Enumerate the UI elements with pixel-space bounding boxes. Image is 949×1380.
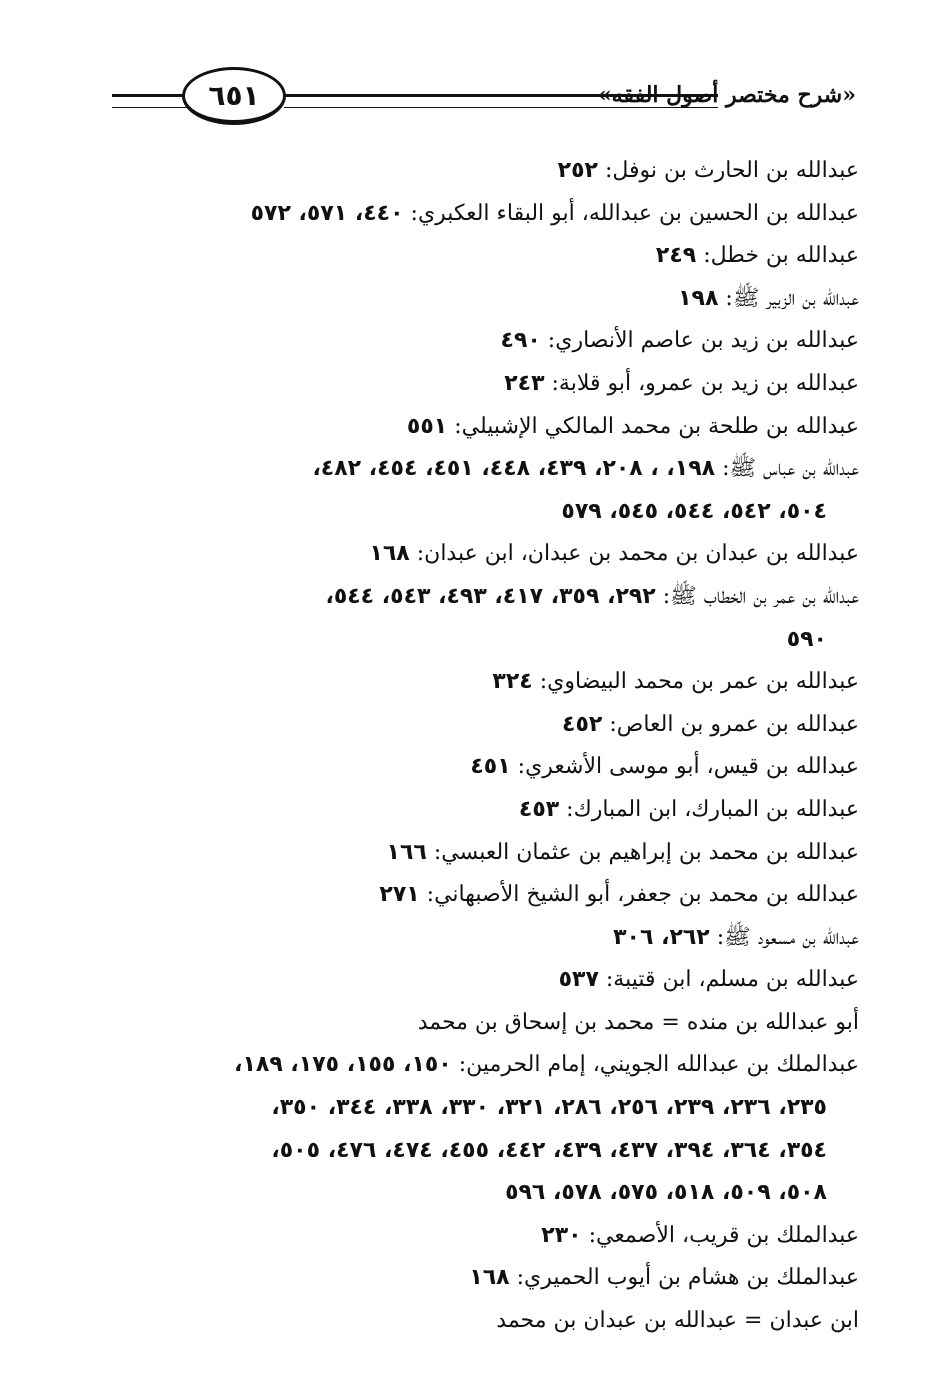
entry-pages: ١٦٨ xyxy=(369,541,410,567)
entry-name: عبدالله بن قيس، أبو موسى الأشعري xyxy=(525,754,859,780)
book-title: «شرح مختصر أصول الفقه» xyxy=(597,82,856,108)
entry-separator: : xyxy=(544,370,559,396)
index-entry xyxy=(99,278,859,321)
entry-pages: ٤٥٣ xyxy=(518,796,560,822)
page-header xyxy=(108,58,856,148)
entry-separator: : xyxy=(532,669,548,695)
entry-separator: : xyxy=(598,967,614,993)
entry-pages: ٢٤٩ xyxy=(655,243,697,269)
index-entry xyxy=(99,661,859,704)
entry-name: عبدالله بن محمد بن جعفر، أبو الشيخ الأصبهاني xyxy=(434,882,859,908)
entry-name: عبدالملك بن هشام بن أيوب الحميري xyxy=(524,1265,859,1291)
index-entry xyxy=(99,832,859,875)
entry-separator: : xyxy=(709,924,725,950)
entry-name: عبدالله بن طلحة بن محمد المالكي الإشبيلي xyxy=(461,413,859,439)
entry-name: عبدالله بن المبارك، ابن المبارك xyxy=(573,796,859,822)
entry-pages: ٢٣٠ xyxy=(541,1222,582,1248)
entry-separator: : xyxy=(510,754,526,780)
entry-name: أبو عبدالله بن منده = محمد بن إسحاق بن محمد xyxy=(417,1009,859,1035)
entry-separator: : xyxy=(426,839,442,865)
entry-pages: ١٥٠، ١٥٥، ١٧٥، ١٨٩، xyxy=(234,1052,452,1078)
entry-pages: ٤٤٠، ٥٧١، ٥٧٢ xyxy=(250,200,404,226)
entry-separator: : xyxy=(581,1222,596,1248)
entry-pages: ٥٣٧ xyxy=(558,967,599,993)
index-entry xyxy=(99,448,859,491)
entry-separator: : xyxy=(409,541,425,567)
entry-separator: : xyxy=(718,285,733,311)
index-entry-continuation xyxy=(99,1172,859,1215)
index-entry xyxy=(99,1044,859,1087)
index-entry xyxy=(99,789,859,832)
entry-pages: ٢٧١ xyxy=(379,882,420,908)
index-entry xyxy=(99,959,859,1002)
index-entry xyxy=(99,1300,859,1343)
index-entry-continuation xyxy=(99,491,859,534)
entry-pages: ٤٩٠ xyxy=(500,328,541,354)
entry-separator: : xyxy=(451,1052,467,1078)
entry-pages: ٢٥٢ xyxy=(557,158,598,183)
index-entry xyxy=(99,704,859,747)
entry-pages: ٥٠٨، ٥٠٩، ٥١٨، ٥٧٥، ٥٧٨، ٥٩٦ xyxy=(505,1180,827,1206)
entry-name: عبدالله بن زيد بن عاصم الأنصاري xyxy=(555,328,859,354)
entry-name: ابن عبدان = عبدالله بن عبدان بن محمد xyxy=(496,1308,859,1334)
entry-separator: : xyxy=(559,796,574,822)
index-entry-continuation xyxy=(99,1087,859,1130)
entry-pages: ٥٩٠ xyxy=(786,626,827,652)
index-entry xyxy=(99,576,859,619)
entry-pages: ١٦٨ xyxy=(469,1265,510,1291)
index-entry xyxy=(99,406,859,449)
entry-pages: ١٦٦ xyxy=(386,839,427,865)
index-entry xyxy=(99,1002,859,1045)
entry-pages: ٢٣٥، ٢٣٦، ٢٣٩، ٢٥٦، ٢٨٦، ٣٢١، ٣٣٠، ٣٣٨، ٣٤٤، ٣٥٠، xyxy=(271,1095,827,1121)
entry-separator: : xyxy=(540,328,556,354)
entry-name: عبدالملك بن عبدالله الجويني، إمام الحرمين xyxy=(466,1052,859,1078)
index-entry xyxy=(99,193,859,236)
entry-pages: ١٩٨، ، ٢٠٨، ٤٣٩، ٤٤٨، ٤٥١، ٤٥٤، ٤٨٢، xyxy=(312,456,716,482)
entry-name: عبدالله بن زيد بن عمرو، أبو قلابة xyxy=(558,370,859,396)
entry-pages: ١٩٨ xyxy=(678,285,719,311)
entry-pages: ٥٠٤، ٥٤٢، ٥٤٤، ٥٤٥، ٥٧٩ xyxy=(561,498,827,524)
index-entry xyxy=(99,235,859,278)
entry-separator: : xyxy=(419,882,435,908)
index-entry xyxy=(99,874,859,917)
index-entry xyxy=(99,150,859,193)
entry-pages: ٢٩٢، ٣٥٩، ٤١٧، ٤٩٣، ٥٤٣، ٥٤٤، xyxy=(325,583,656,609)
entry-name: عبدالملك بن قريب، الأصمعي xyxy=(595,1222,859,1248)
index-entry xyxy=(99,363,859,406)
index-entry-continuation xyxy=(99,1130,859,1173)
page-number: ٦٥١ xyxy=(182,67,286,125)
index-entry xyxy=(99,320,859,363)
entry-separator: : xyxy=(509,1265,525,1291)
entry-pages: ٤٥١ xyxy=(470,754,511,780)
entry-name: عبدالله بن الحسين بن عبدالله، أبو البقاء العكبري xyxy=(417,200,859,226)
entry-name: عبدالله بن الحارث بن نوفل xyxy=(612,158,859,183)
entry-separator: : xyxy=(447,413,462,439)
entry-pages: ٢٤٣ xyxy=(504,370,545,396)
entry-separator: : xyxy=(403,200,418,226)
entry-name: عبدالله بن الزبير ﷺ xyxy=(732,285,859,311)
entry-name: عبدالله بن مسلم، ابن قتيبة xyxy=(613,967,859,993)
entry-separator: : xyxy=(597,158,613,183)
index-entry xyxy=(99,746,859,789)
entry-name: عبدالله بن عمر بن الخطاب ﷺ xyxy=(670,583,859,609)
index-entries xyxy=(99,150,859,1343)
entry-pages: ٤٥٢ xyxy=(562,711,603,737)
entry-pages: ٥٥١ xyxy=(406,413,448,439)
header-rule-left xyxy=(112,94,190,108)
entry-separator: : xyxy=(715,456,730,482)
entry-separator: : xyxy=(602,711,617,737)
index-entry xyxy=(99,1215,859,1258)
entry-pages: ٢٦٢، ٣٠٦ xyxy=(613,924,710,950)
index-entry-continuation xyxy=(99,619,859,662)
entry-name: عبدالله بن مسعود ﷺ xyxy=(724,924,859,950)
entry-name: عبدالله بن محمد بن إبراهيم بن عثمان العبسي xyxy=(441,839,859,865)
entry-pages: ٣٢٤ xyxy=(492,669,533,695)
index-entry xyxy=(99,533,859,576)
entry-name: عبدالله بن خطل xyxy=(710,243,859,269)
entry-name: عبدالله بن عبدان بن محمد بن عبدان، ابن عبدان xyxy=(424,541,859,567)
entry-separator: : xyxy=(655,583,671,609)
entry-name: عبدالله بن عباس ﷺ xyxy=(729,456,859,482)
entry-separator: : xyxy=(696,243,711,269)
index-entry xyxy=(99,917,859,960)
index-entry xyxy=(99,1257,859,1300)
entry-name: عبدالله بن عمر بن محمد البيضاوي xyxy=(547,669,859,695)
entry-name: عبدالله بن عمرو بن العاص xyxy=(616,711,859,737)
entry-pages: ٣٥٤، ٣٦٤، ٣٩٤، ٤٣٧، ٤٣٩، ٤٤٢، ٤٥٥، ٤٧٤، ٤٧٦، ٥٠٥، xyxy=(271,1137,827,1163)
